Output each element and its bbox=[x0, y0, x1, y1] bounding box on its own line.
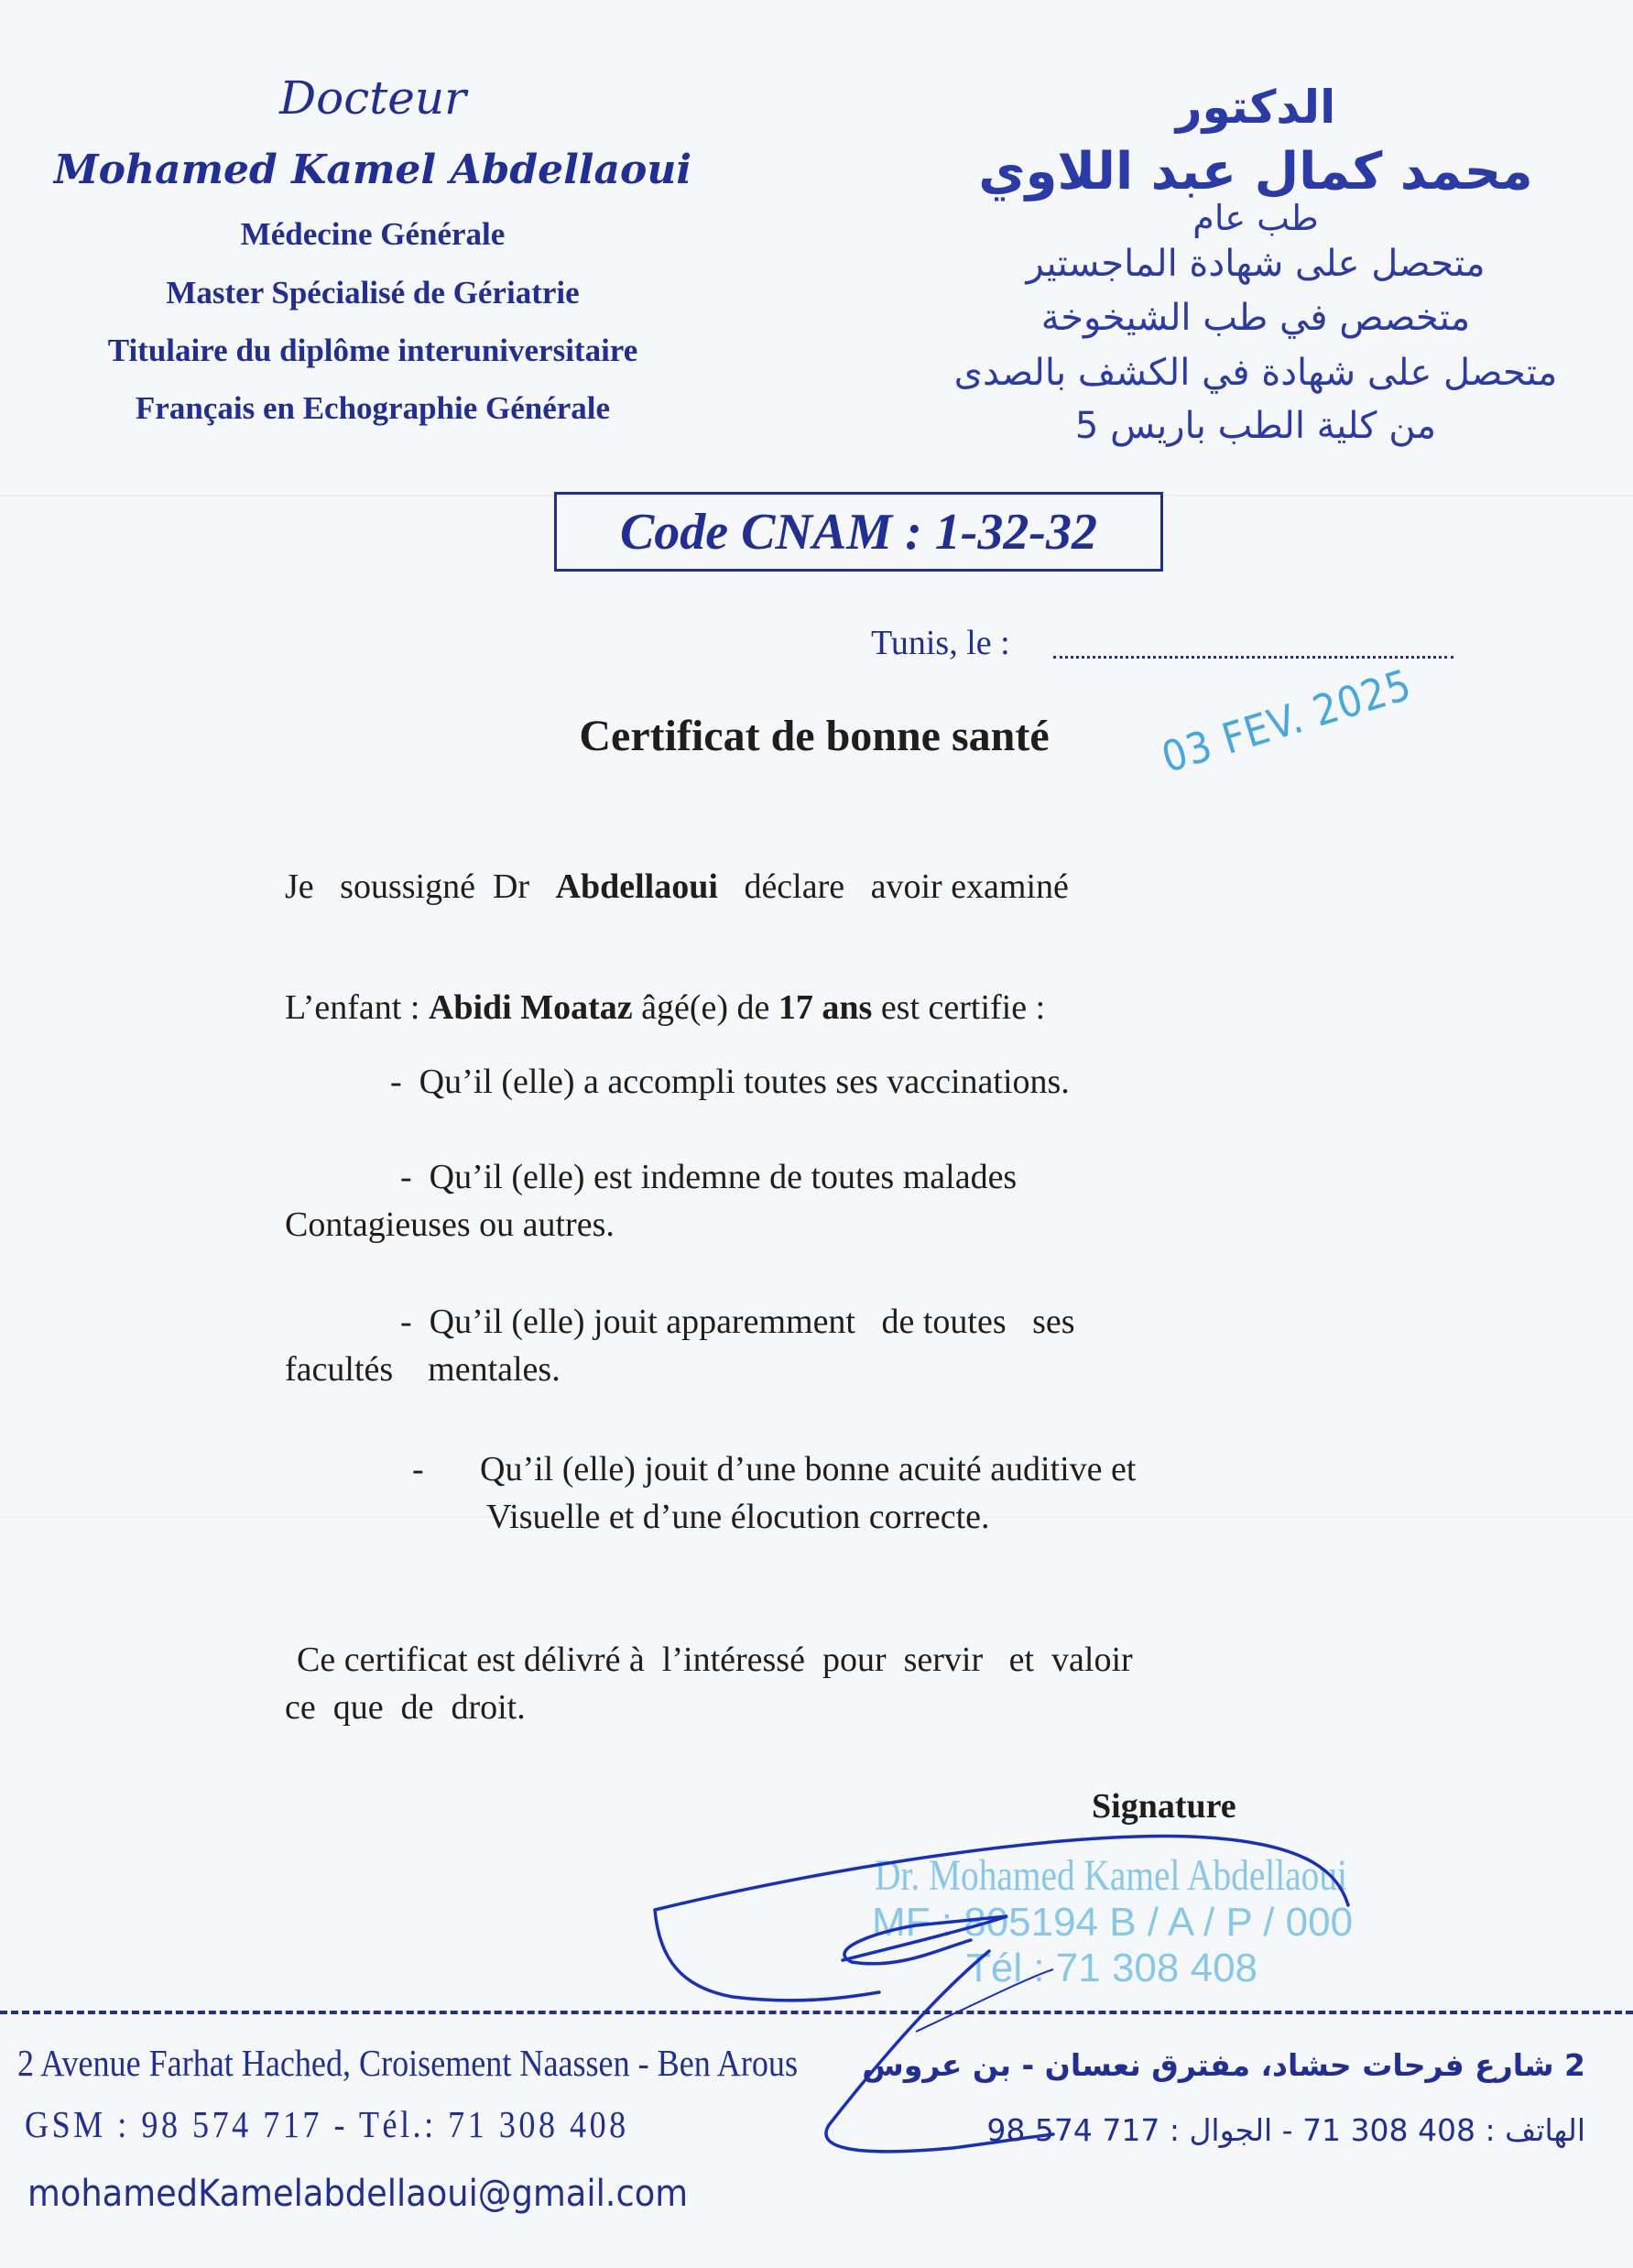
closing-line-2: ce que de droit. bbox=[285, 1688, 526, 1727]
stamp-mf: MF : 805194 B / A / P / 000 bbox=[872, 1900, 1354, 1945]
header-docteur-script: Docteur bbox=[279, 71, 466, 125]
header-ar-geriatrics: متخصص في طب الشيخوخة bbox=[1040, 297, 1471, 339]
closing-line-1: Ce certificat est délivré à l’intéressé pour servir et valoir bbox=[297, 1641, 1133, 1679]
item-text: Qu’il (elle) est indemne de toutes malades bbox=[429, 1158, 1018, 1196]
item-hearing-cont: Visuelle et d’une élocution correcte. bbox=[486, 1498, 990, 1536]
footer-divider bbox=[0, 2011, 1633, 2014]
header-ar-name: محمد كمال عبد اللاوي bbox=[978, 142, 1533, 202]
code-cnam: Code CNAM : 1-32-32 bbox=[619, 503, 1098, 561]
item-dash: - bbox=[390, 1063, 402, 1101]
item-contagious-cont: Contagieuses ou autres. bbox=[285, 1205, 615, 1244]
header-ar-paris: من كلية الطب باريس 5 bbox=[1074, 405, 1437, 447]
header-doctor-name: Mohamed Kamel Abdellaoui bbox=[53, 147, 692, 193]
patient-label: L’enfant : bbox=[285, 988, 429, 1027]
footer-address-ar: 2 شارع فرحات حشاد، مفترق نعسان - بن عروس bbox=[862, 2047, 1585, 2083]
header-diploma: Titulaire du diplôme interuniversitaire bbox=[107, 333, 638, 368]
item-text: Qu’il (elle) jouit apparemment de toutes ses bbox=[429, 1303, 1075, 1341]
header-master: Master Spécialisé de Gériatrie bbox=[166, 275, 580, 311]
footer-phones-ar: الهاتف : 408 308 71 - الجوال : 717 574 98 bbox=[986, 2112, 1585, 2148]
age-label: âgé(e) de bbox=[632, 988, 778, 1027]
header-echography: Français en Echographie Générale bbox=[135, 390, 611, 426]
item-dash: - bbox=[400, 1303, 412, 1341]
declaration-text-end: déclare avoir examiné bbox=[744, 867, 1069, 906]
certificate-title: Certificat de bonne santé bbox=[579, 712, 1050, 760]
header-ar-echography: متحصل على شهادة في الكشف بالصدى bbox=[953, 352, 1558, 394]
footer-email[interactable]: mohamedKamelabdellaoui@gmail.com bbox=[27, 2173, 689, 2215]
patient-age: 17 ans bbox=[778, 988, 873, 1027]
item-dash: - bbox=[400, 1158, 412, 1196]
stamp-tel: Tél : 71 308 408 bbox=[966, 1946, 1258, 1990]
signature-label: Signature bbox=[1092, 1787, 1236, 1826]
place-date-label: Tunis, le : bbox=[871, 624, 1010, 662]
item-dash-4: - bbox=[412, 1450, 424, 1488]
item-hearing: Qu’il (elle) jouit d’une bonne acuité auditive et bbox=[480, 1450, 1137, 1488]
stamp-doctor-name: Dr. Mohamed Kamel Abdellaoui bbox=[875, 1851, 1347, 1900]
date-stamp: 03 FEV. 2025 bbox=[1156, 659, 1418, 782]
header-specialty: Médecine Générale bbox=[240, 216, 506, 252]
item-text: Qu’il (elle) a accompli toutes ses vaccinations. bbox=[419, 1063, 1070, 1101]
footer-phones-fr: GSM : 98 574 717 - Tél.: 71 308 408 bbox=[25, 2103, 629, 2145]
declaration-text: Je soussigné Dr bbox=[285, 867, 530, 906]
doctor-surname: Abdellaoui bbox=[555, 867, 718, 906]
header-ar-master: متحصل على شهادة الماجستير bbox=[1026, 243, 1486, 285]
item-mental-cont: facultés mentales. bbox=[285, 1350, 561, 1389]
patient-name: Abidi Moataz bbox=[428, 988, 633, 1027]
footer-address-fr: 2 Avenue Farhat Hached, Croisement Naassen - Ben Arous bbox=[17, 2042, 799, 2084]
header-ar-title: الدكتور bbox=[1175, 81, 1336, 134]
certified-label: est certifie : bbox=[872, 988, 1046, 1027]
header-ar-specialty: طب عام bbox=[1192, 198, 1319, 238]
